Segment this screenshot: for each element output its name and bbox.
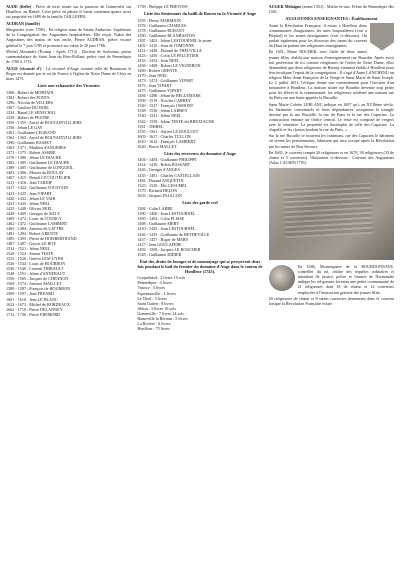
list-item: 1526 - 1534 : Louis de HOURBON: [6, 261, 66, 267]
list-item: 1589 - 1597 : Jean FREARD: [6, 291, 54, 297]
list-item: 1413 - 1416 : Jean TARDIF: [6, 180, 53, 186]
list-item: 1493 - 1509 : Jacques LE BOUCHER: [137, 246, 201, 252]
list-item: 1569 - 1574 : Antoine MAILLET: [6, 281, 62, 287]
list-item: 1469 : Robert GRENTE: [137, 68, 178, 74]
list-item: 1603 - 1617 : Charles TULLON: [137, 133, 191, 139]
list-item: Ablon : 3 livres 10 sols: [137, 305, 176, 311]
list-item: 1389 - 1405 : Guillaume de LONGUEIL: [6, 165, 74, 171]
list-item: 1407 - 1415 : Benoît LE COUTELIER: [6, 175, 71, 181]
list-item: 1620 : Pierre MALLET: [137, 143, 177, 149]
list-item: 1437 - 1457 : Roger de MERY: [137, 236, 189, 242]
coat-of-arms-image: [370, 23, 394, 51]
list-item: 1417 - 1424 : Guillaume TOUSTAIN: [6, 185, 68, 191]
fouages-heading: État des droits de fouages et de monnayage qui se perçoivent deux fois pendant le bail du fermier du domaine d'Auge dans le canton de Honfleur (1745).: [137, 258, 263, 274]
list-item: 1556 - 1565 : Jacques de CHENNON: [6, 276, 69, 282]
list-item: 1356 : Jehan LE GAY: [6, 124, 43, 130]
bishop-portrait-image: [269, 265, 295, 291]
list-item: 1396 : Guillaume BASSET: [6, 140, 52, 146]
entry-aude-title: AUDE (fiefle): [6, 4, 32, 9]
list-item: 1525 - 1530 : Élie LESUMEL: [137, 182, 188, 188]
garde-scel-heading: Liste des garde scel: [182, 199, 218, 205]
list-item: 1509 - 1519 : Nicolas CARREY: [137, 98, 192, 104]
list-item: 1712 - 1736 : Pierre FREMORD: [6, 311, 61, 317]
entry-audran-marguerite: Marguerite (vers 1786) : En religion sœur de Sainte Ambroise. Supérieure de la Congrégation des Augustines hospitalières. Elle reçoit l'habit des Augustines des mains de son oncle, Pierre AUDRAN, prêtre vicaire général le 7 juin 1785 et prononce ses vœux le 20 juin 1786.: [6, 27, 132, 48]
entry-auge: [6, 66, 131, 81]
list-item: 1601 - 1610 : Jean LE BLANC: [6, 296, 58, 302]
list-item: 1456 - 1468 : Robert LE VIGNERON: [137, 63, 201, 69]
list-item: 1433 - 1435 : Jehan NEEL: [6, 200, 51, 206]
list-item: 1376 : Guillaume CHARLES: [137, 22, 187, 28]
list-item: 1412 - 1448 : Durand de THEUVILLE: [137, 47, 202, 53]
entry-auge-text: : La vicomté d'Auge comme celle de Beaumont le Roger est donnée par le roi de France à l'église de Notre Dame de Cléry en mars 1473.: [6, 65, 132, 81]
list-item: 1662 - 1710 : Pierre DELANNEY: [6, 306, 63, 312]
list-item: 1453 - 1454 : Jean NEEL: [137, 57, 180, 63]
list-item: 1390 - 1400 : Jean LESTOURNEL: [137, 211, 196, 217]
list-item: 1402 - 1410 : Jean de l'OMONNE: [137, 42, 194, 48]
list-item: 1580 - 1587 : François de HOURBON: [6, 286, 70, 292]
list-item: 1384 : Colin LABBE: [137, 206, 173, 212]
list-item: 1435 - 1448 : Olivier NEEL: [6, 205, 53, 211]
list-item: 1382 : Robert des PONTS: [6, 94, 50, 100]
vicomte-last-line: 1739 : Philippe LE PREVOST: [137, 4, 189, 9]
list-item: 1548 - 1551 : Jehan d'ANNEBAUT: [6, 271, 66, 277]
list-item: 1622 - 1673 : Michel de BORDEAUX: [6, 301, 70, 307]
list-item: 1579 : Richard HELON: [137, 187, 178, 193]
list-item: 1487 - 1497 : Guyon LE ROY: [6, 240, 57, 246]
list-item: Criquebœuf : 2 livres 10 sols: [137, 275, 186, 281]
list-item: Le Theil : 3 livres: [137, 295, 167, 301]
list-item: 1514 - 1521 : Jehan NEEL: [6, 246, 51, 252]
lieutenants-heading: Liste des lieutenants du bailli de Rouen en la Vicomté d'Auge: [144, 11, 256, 17]
list-item: Gonneville : 7 livres 14 sols: [137, 310, 184, 316]
list-item: 1475 : Jean VIPART: [137, 83, 172, 89]
list-item: 1473 - 1474 : Guillaume VIPART: [137, 78, 194, 84]
list-item: 1462 - 1472 : Guillaume LAMBERT: [6, 220, 68, 226]
list-item: 1339 : Robert de PESTRE: [6, 114, 50, 120]
entry-auger-title: AUGER Mélaigne: [268, 4, 302, 9]
list-item: Equemauville : 4 livres: [137, 290, 176, 296]
entry-aude: [6, 4, 131, 19]
augustines-para-6-text: En 1686, Monseigneur de la BOURDONNAYE, conseiller du roi, réalise des requêtes ordinaires et intendant de justice, police et finance de Normandie indique les religieuses forment une petite communauté de 21 religieuses dont 18 de chœur et 12 converses employées à l'instruction gratuite des jeunes filles.: [297, 264, 394, 295]
list-item: 1382 - 1385 : Guillaume LE DIACRE: [6, 160, 70, 166]
column-left: [6, 4, 131, 565]
augustines-heading: AUGUSTINES ENSEIGNANTES : Établissement: [285, 16, 378, 22]
list-item: Pennedepie : 4 livres: [137, 280, 172, 286]
fouages-list: [137, 275, 262, 331]
list-item: 1426 - 1432 : Jehan LE VAIR: [6, 195, 56, 201]
list-item: 1482 : Durand ANQUETIN: [137, 177, 184, 183]
list-item: 1538 - 1536 : Jehan LABBEY: [137, 108, 188, 114]
vicomtes-heading: Liste non exhaustive des Vicomtes: [37, 83, 100, 89]
list-item: 1427 : Jean GOULAFFRE: [137, 241, 182, 247]
list-item: 1426 : Georget d'ANGES: [137, 167, 180, 173]
augustines-para-1-text: Avant la Révolution Française, il existe à Honfleur deux communautés d'augustines, les unes hospitalières (voir à Hôpital) et les autres enseignantes (voir ci-dessous). On parlait également pour les dissocier des sœurs du couvent du Haut en parlant des religieuses enseignantes.: [268, 22, 367, 48]
lieutenants-list: [137, 18, 262, 149]
list-item: 1376 - 1380 : Jehan LE DIACRE: [6, 155, 62, 161]
list-item: 1528 : Guillaume DIDIER: [137, 251, 182, 257]
list-item: 1542 - 1558 : Jehan TESTE dit BREATAGNE: [137, 118, 215, 124]
list-item: 1378 : Guillaume BURANT: [137, 27, 185, 33]
list-item: Barneville la Bertran : 5 livres: [137, 315, 188, 321]
entry-audran-title: AUDRAN (famille): [6, 20, 40, 26]
list-item: 1414 - 1416 : Robin BASSART: [137, 162, 191, 168]
list-item: 1470 : Jean NEEL: [137, 73, 168, 79]
convent-map-image: [269, 168, 394, 260]
list-item: 1540 - 1541 : Jehan NEEL: [137, 113, 182, 119]
augustines-para-5: En 1665, le couvent compte 26 religieuses et en 1670, 38 religieuses (33 de chœur et 5 converses). Illustration ci-dessous : Couvent des Augustines (Atlas CACHIN 1791): [268, 150, 394, 166]
list-item: 1555 - 1561 : Adrien LE DOULCET: [137, 128, 199, 134]
entry-aude-text: : Pièce de terre située sur la paroisse de Gonneville sur Honfleur, au Hamel. Cette pièce en pâture et biens contenant quatre acres est propriété en 1689 de la famille l'AILLEFER.: [6, 4, 132, 20]
list-item: Honfleur : 75 livres: [137, 325, 170, 331]
list-item: 1395 - 1404 : Colin PLISSE: [137, 216, 185, 222]
list-item: 1520 - 1527 : François OSMONT: [137, 103, 194, 109]
list-item: 1296 : Nicolas de VILLERS: [6, 99, 54, 105]
list-item: 1361 : Guillaume LEGRAND: [6, 129, 56, 135]
receveurs-list: [137, 157, 262, 197]
list-item: 1465 - 1484 : Antoine de LATTRE: [6, 225, 64, 231]
augustines-para-4: Sur la rue Bucaille se trouvent les communs, rue des Capucins le bâtiment où vivent les pensionnaires, bâtiment qui sera occupé après la Révolution par les sœurs de Bon Secours.: [268, 133, 394, 149]
list-item: 1362 - 1365 : Ancel de BOUTAINVILLIERS: [6, 135, 82, 140]
entry-auger-text: (avant 1551) : Maître ès-arts. Prêtre de Pennedepie dès 1501.: [268, 4, 394, 15]
entry-auger: [269, 4, 394, 14]
list-item: La Rivière : 6 livres: [137, 320, 171, 326]
list-item: 1423 - 1425 : Jean VIPART: [6, 190, 52, 196]
garde-scel-list: [137, 206, 262, 256]
entry-auge-title: AUGE (vicomté d'): [6, 65, 42, 71]
list-item: 1408 : Guillaume MERY: [137, 221, 180, 227]
list-item: 1475 : Guillaume VIPART: [137, 88, 182, 94]
list-item: 1410 - 1425 : Jean LESTOURNEL: [137, 226, 196, 232]
list-item: 1633 : Jacques PAULCON: [137, 192, 182, 198]
list-item: 1363 - 1371 : Mathieu d'ANGERES: [6, 145, 66, 151]
list-item: 1520 - 1524 : Simon TESTE: [6, 251, 54, 257]
list-item: 1372 - 1375 : Robert ASSIRE: [6, 150, 56, 156]
list-item: 1435 - 1481 : Charles CASTELLAIN: [137, 172, 200, 178]
list-item: 1481 - 1494 : Robert GRENTE: [6, 230, 58, 236]
receveurs-heading: Liste des receveurs du domaine d'Auge: [164, 150, 236, 156]
entry-audran: [6, 21, 131, 26]
entry-audran-michel: Michel Alexandre (Écamp - Après 1713) : Docteur de Sorbonne, prieur commendataire de Saint Jean du Bois-Rollant, prêtre curé de Pennedepie de 1700 à 1713.: [6, 49, 132, 65]
augustines-para-2: En 1651, Marie NOCHER, avec l'aide de deux autres jeunes filles, établit une maison d'enseignement rue Bourdin. Après avoir fait profession de foi comme religieuses de l'ordre de Notre Dame, elles demandent que deux religieuses de Bernay viennent établir à Honfleur pour leur inculquer l'esprit de la congrégation : Il s'agit d'Anne LANCHENU en religion Mère Anne Françoise de la Vierge et Sœur Marie de Saint Joseph. Le 2 juillet 1651, l'évêque donne son consentement pour l'érection d'un monastère à Honfleur. La maison située rue Bourdin devenue trop petite pour les élèves et la communauté, les religieuses achètent une maison rue du Puits sur une butte appelée la Bucaille.: [268, 49, 394, 100]
list-item: 1449 - 1469 : Georges de SILLY: [6, 210, 61, 216]
list-item: Saint Gatien : 8 livres: [137, 300, 174, 306]
augustines-para-7: 20 religieuses de chœur et 8 sœurs converses demeurent dans le couvent lorsque la Révolution Française éclate.: [268, 296, 394, 307]
list-item: 1484 - 1496 : Jehan de BELLEMARE: [137, 93, 201, 99]
list-item: 1404 - 1404 : Guillaume PHILIPPE: [137, 157, 197, 163]
list-item: 1403 - 1406 : Masset du BOULAY: [6, 170, 65, 176]
augustines-para-6: [269, 264, 394, 294]
augustines-para-1: [269, 23, 394, 48]
vicomtes-list: [6, 90, 131, 317]
column-right: [269, 4, 394, 565]
list-item: 1423 - 1450 : Colin LE PELLETIER: [137, 52, 199, 58]
list-item: 1530 - 1540 : Laurent THIBAULT: [6, 266, 64, 272]
column-middle: [137, 4, 262, 565]
list-item: 1390 : Guillaume BLANBASTON: [137, 32, 196, 38]
augustines-para-3: Sœur Marie Colette LEBLANC indique en 1697 qu'« au XVIIème siècle, les bâtiments conventuels et leurs dépendances occupaient le triangle dessiné par la rue Bucaille, la rue du Puits et la rue des Capucins. La construction entoure un cloître central. Le reste est composé de vergers avec le cimetière. La propriété est limitrophe de celle des Capucins. La chapelle et les classes bordent la rue du Puits. »: [268, 101, 394, 132]
list-item: 1610 - 1612 : François LAMBERT: [137, 138, 196, 144]
list-item: 1350 - 1355 : Ancel de BOUTAINVILLIERS: [6, 119, 82, 125]
list-item: 1426 - 1435 : Guillaume de BETHEVILLE: [137, 231, 210, 237]
list-item: 1561 : THIBEL: [137, 123, 164, 129]
list-item: Vasouy : 3 livres: [137, 285, 166, 291]
list-item: 1397 - 1402 : Jehan LESTOURNEL le jeune: [137, 37, 212, 43]
list-item: 1355 : Henry MARMION: [137, 17, 181, 23]
list-item: 1469 - 1472 : Louis de COURCY: [6, 215, 62, 221]
list-item: 1307 : Gaultier DU BOIS: [6, 104, 49, 110]
list-item: 1485 - 1495 : Pierre de BOISBERTRAND: [6, 235, 77, 241]
list-item: 1334 : Raoul LE SENECHAL: [6, 109, 57, 115]
list-item: 1366 : Robert de MORTAIN: [6, 89, 54, 95]
list-item: 1525 - 1526 : Guérin LESCUYER: [6, 256, 64, 262]
